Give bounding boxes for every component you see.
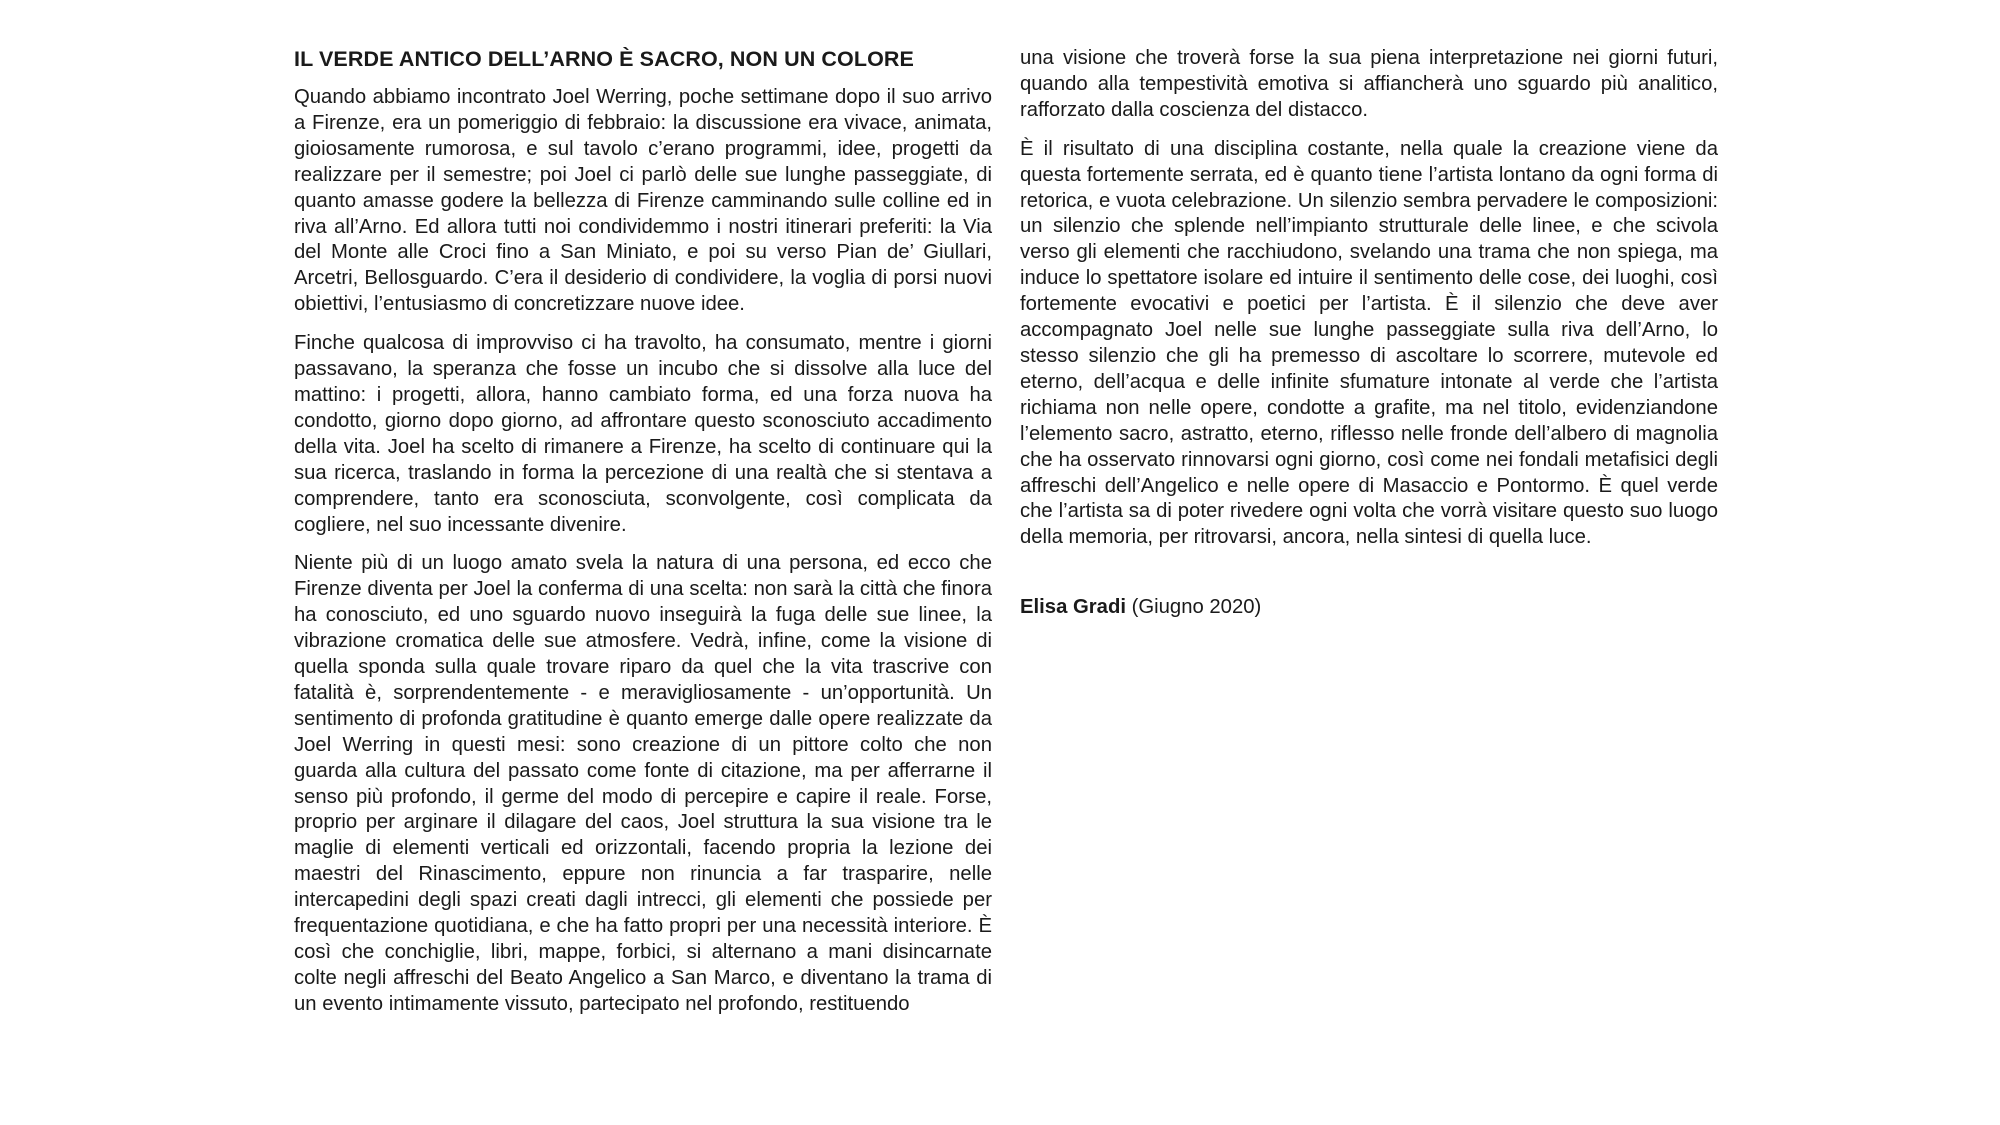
paragraph-1: Quando abbiamo incontrato Joel Werring, poche settimane dopo il suo arrivo a Firenze, era un pomeriggio di febbraio: la discussione era vivace, animata, gioiosamente rumorosa, e sul tavolo c’erano programmi, idee, progetti da realizzare per il semestre; poi Joel ci parlò delle sue lunghe passeggiate, di quanto amasse godere la bellezza di Firenze camminando sulle colline ed in riva all’Arno. Ed allora tutti noi condividemmo i nostri itinerari preferiti: la Via del Monte alle Croci fino a San Miniato, e poi su verso Pian de’ Giullari, Arcetri, Bellosguardo. C’era il desiderio di condividere, la voglia di porsi nuovi obiettivi, l’entusiasmo di concretizzare nuove idee. (294, 86, 992, 316)
signature-date: (Giugno 2020) (1125, 596, 1262, 619)
right-column (1020, 46, 1718, 621)
paragraph-4: È il risultato di una disciplina costante, nella quale la creazione viene da questa fortemente serrata, ed è quanto tiene l’artista lontano da ogni forma di retorica, e vuota celebrazione. Un silenzio sembra pervadere le composizioni: un silenzio che splende nell’impianto strutturale delle linee, e che scivola verso gli elementi che racchiudono, svelando una trama che non spiega, ma induce lo spettatore isolare ed intuire il sentimento delle cose, dei luoghi, così fortemente evocativi e poetici per l’artista. È il silenzio che deve aver accompagnato Joel nelle sue lunghe passeggiate sulla riva dell’Arno, lo stesso silenzio che gli ha premesso di ascoltare lo scorrere, mutevole ed eterno, dell’acqua e delle infinite sfumature intonate al verde che l’artista richiama non nelle opere, condotte a grafite, ma nel titolo, evidenziandone l’elemento sacro, astratto, eterno, riflesso nelle fronde dell’albero di magnolia che ha osservato rinnovarsi ogni giorno, così come nei fondali metafisici degli affreschi dell’Angelico e nelle opere di Masaccio e Pontormo. È quel verde che l’artista sa di poter rivedere ogni volta che vorrà visitare questo suo luogo della memoria, per ritrovarsi, ancora, nella sintesi di quella luce. (1020, 137, 1718, 549)
left-column (294, 46, 992, 1031)
paragraph-3: Niente più di un luogo amato svela la natura di una persona, ed ecco che Firenze diventa per Joel la conferma di una scelta: non sarà la città che finora ha conosciuto, ed uno sguardo nuovo inseguirà la fuga delle sue linee, la vibrazione cromatica delle sue atmosfere. Vedrà, infine, come la visione di quella sponda sulla quale trovare riparo da quel che la vita trascrive con fatalità è, sorprendentemente - e meravigliosamente - un’opportunità. Un sentimento di profonda gratitudine è quanto emerge dalle opere realizzate da Joel Werring in questi mesi: sono creazione di un pittore colto che non guarda alla cultura del passato come fonte di citazione, ma per afferrarne il senso più profondo, il germe del modo di percepire e capire il reale. Forse, proprio per arginare il dilagare del caos, Joel struttura la sua visione tra le maglie di elementi verticali ed orizzontali, facendo propria la lezione dei maestri del Rinascimento, eppure non rinuncia a far trasparire, nelle intercapedini degli spazi creati dagli intrecci, gli elementi che possiede per frequentazione quotidiana, e che ha fatto propri per una necessità interiore. È così che conchiglie, libri, mappe, forbici, si alternano a mani disincarnate colte negli affreschi del Beato Angelico a San Marco, e diventano la trama di un evento intimamente vissuto, partecipato nel profondo, restituendo (294, 552, 992, 1015)
article-title: IL VERDE ANTICO DELL’ARNO È SACRO, NON UN COLORE (294, 47, 914, 71)
author-name: Elisa Gradi (1020, 596, 1126, 619)
paragraph-2: Finche qualcosa di improvviso ci ha travolto, ha consumato, mentre i giorni passavano, la speranza che fosse un incubo che si dissolve alla luce del mattino: i progetti, allora, hanno cambiato forma, ed una forza nuova ha condotto, giorno dopo giorno, ad affrontare questo sconosciuto accadimento della vita. Joel ha scelto di rimanere a Firenze, ha scelto di continuare qui la sua ricerca, traslando in forma la percezione di una realtà che si stentava a comprendere, tanto era sconosciuta, sconvolgente, così complicata da cogliere, nel suo incessante divenire. (294, 332, 992, 536)
author-signature (1020, 595, 1718, 621)
paragraph-3-continued: una visione che troverà forse la sua piena interpretazione nei giorni futuri, quando alla tempestività emotiva si affiancherà uno sguardo più analitico, rafforzato dalla coscienza del distacco. (1020, 47, 1718, 121)
